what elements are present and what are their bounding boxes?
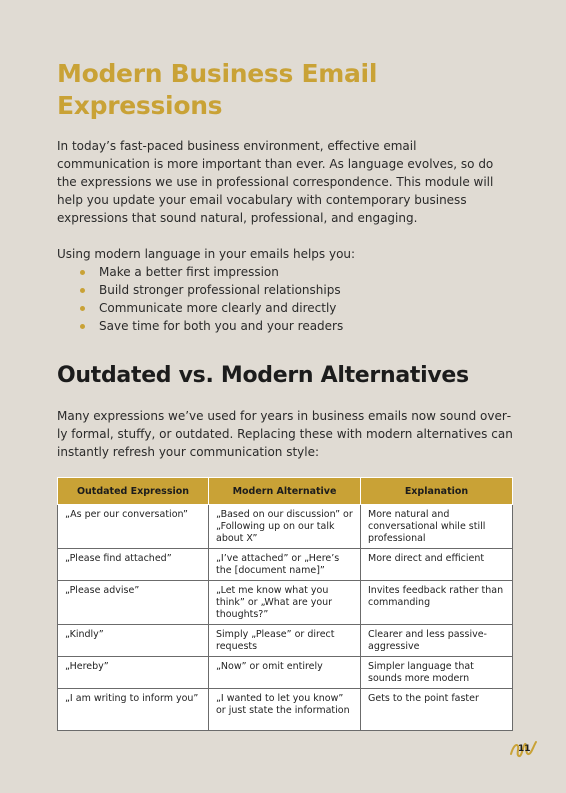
page-number-badge (509, 739, 539, 761)
table-cell: „Please advise” (58, 581, 209, 625)
page-title: Modern Business Email Expressions (57, 59, 378, 120)
table-row (58, 549, 513, 581)
table-cell: „I wanted to let you know” or just state the information (209, 689, 361, 731)
bullet-dot-icon (80, 288, 85, 293)
bullet-dot-icon (80, 270, 85, 275)
bullet-dot-icon (80, 324, 85, 329)
benefits-intro: Using modern language in your emails helps you: (57, 247, 356, 261)
comparison-table (57, 477, 513, 731)
list-item-text: Build stronger professional relationships (99, 283, 341, 297)
list-item (80, 281, 513, 299)
list-item-text: Communicate more clearly and directly (99, 301, 337, 315)
table-row (58, 657, 513, 689)
table-cell: „I am writing to inform you” (58, 689, 209, 731)
list-item (80, 317, 513, 335)
table-cell: „Let me know what you think” or „What are your thoughts?” (209, 581, 361, 625)
table-row (58, 581, 513, 625)
table-cell: Invites feedback rather than commanding (361, 581, 513, 625)
table-cell: More direct and efficient (361, 549, 513, 581)
column-header: Outdated Expression (58, 478, 209, 505)
list-item-text: Save time for both you and your readers (99, 319, 344, 333)
table-cell: „As per our conversation” (58, 505, 209, 549)
section-paragraph: Many expressions we’ve used for years in business emails now sound overly formal, stuffy, or outdated. Replacing these with modern alternatives can instantly refresh your communication style: (57, 409, 513, 459)
list-item (80, 299, 513, 317)
intro-paragraph: In today’s fast-paced business environment, effective email communication is more important than ever. As language evolves, so do the expressions we use in professional correspondence. This module will help you update your email vocabulary with contemporary business expressions that sound natural, professional, and engaging. (57, 139, 494, 225)
benefits-list (57, 263, 513, 335)
column-header: Modern Alternative (209, 478, 361, 505)
bullet-dot-icon (80, 306, 85, 311)
table-cell: Simpler language that sounds more modern (361, 657, 513, 689)
table-row (58, 689, 513, 731)
table-cell: „Kindly” (58, 625, 209, 657)
table-cell: „I’ve attached” or „Here’s the [document name]” (209, 549, 361, 581)
table-cell: „Hereby” (58, 657, 209, 689)
table-cell: „Please find attached” (58, 549, 209, 581)
table-header-row (58, 478, 513, 505)
table-cell: Clearer and less passive-aggressive (361, 625, 513, 657)
table-row (58, 625, 513, 657)
page (57, 58, 513, 731)
page-number: 11 (518, 744, 531, 754)
list-item (80, 263, 513, 281)
table-row (58, 505, 513, 549)
list-item-text: Make a better first impression (99, 265, 279, 279)
table-cell: „Now” or omit entirely (209, 657, 361, 689)
section-heading: Outdated vs. Modern Alternatives (57, 363, 469, 388)
table-cell: More natural and conversational while still professional (361, 505, 513, 549)
table-cell: Gets to the point faster (361, 689, 513, 731)
column-header: Explanation (361, 478, 513, 505)
table-cell: „Based on our discussion” or „Following up on our talk about X” (209, 505, 361, 549)
table-cell: Simply „Please” or direct requests (209, 625, 361, 657)
